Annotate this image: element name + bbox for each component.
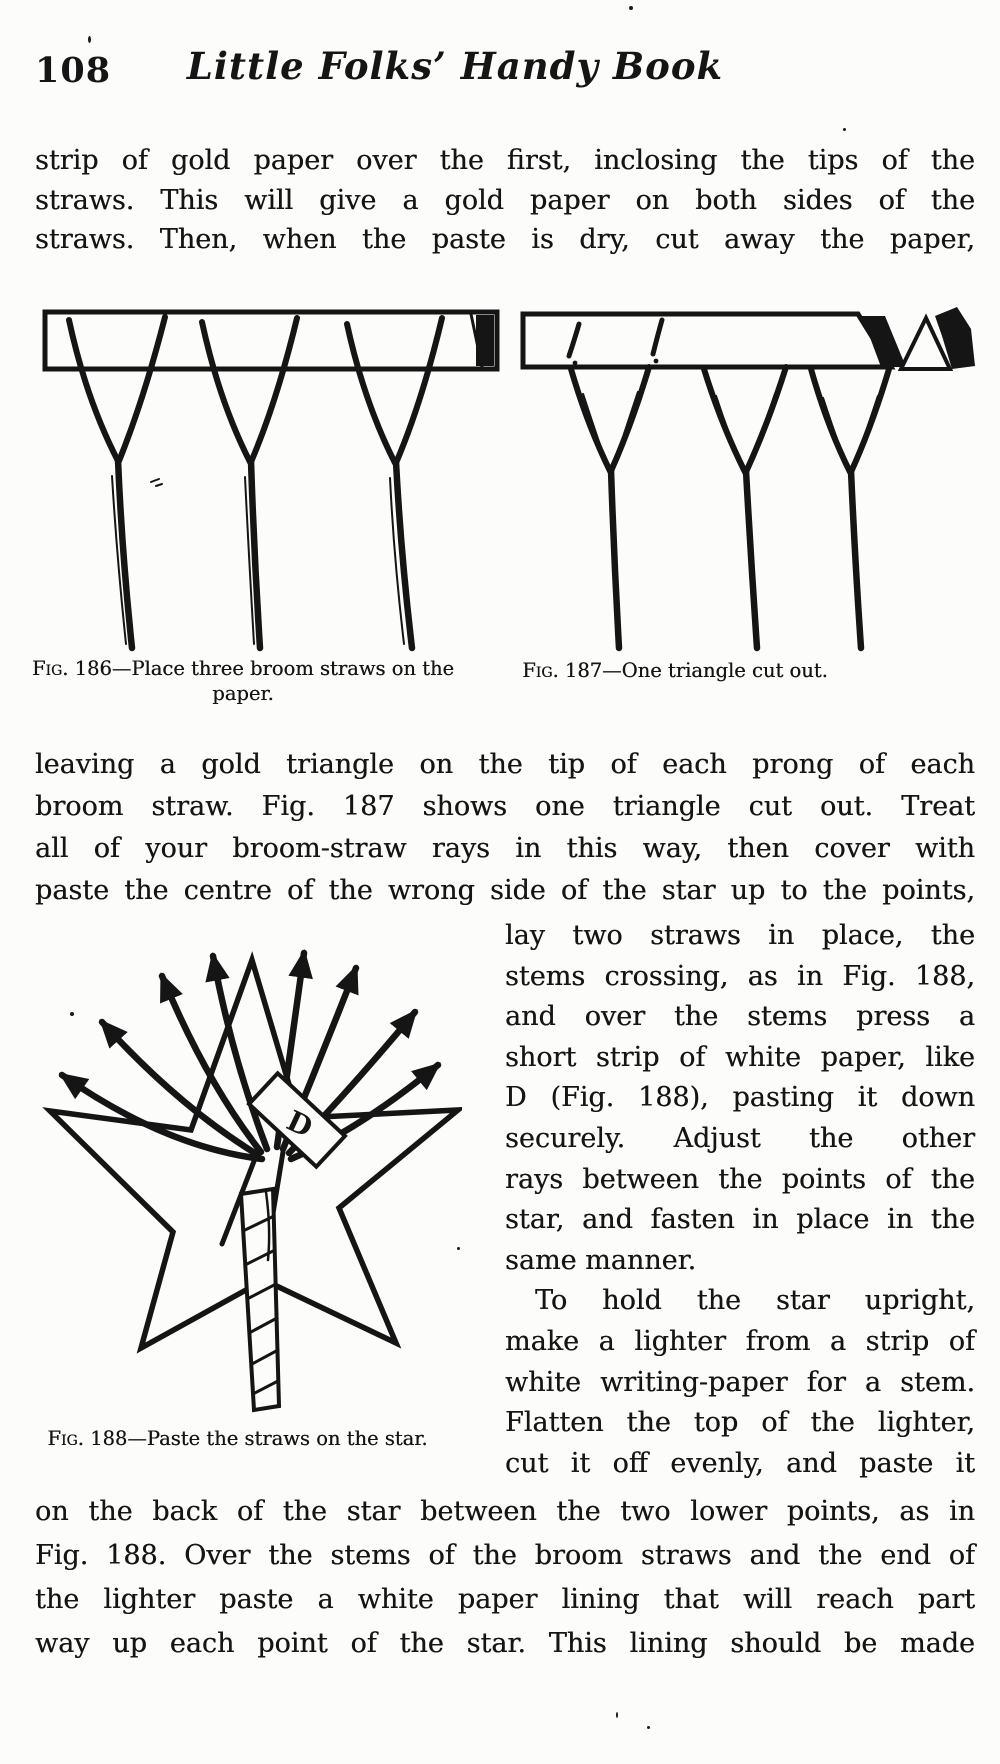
text-line: leaving a gold triangle on the tip of each prong of each <box>35 749 975 780</box>
scan-speck <box>457 1247 460 1250</box>
broom-straw <box>704 367 786 648</box>
lighter-stem <box>241 1189 279 1410</box>
text-line: lay two straws in place, the <box>505 920 975 951</box>
paragraph-top <box>35 141 975 260</box>
scan-speck <box>843 128 846 131</box>
text-line: the lighter paste a white paper lining that will reach part <box>35 1584 975 1615</box>
text-line: cut it off evenly, and paste it <box>505 1447 975 1479</box>
text-line: Flatten the top of the lighter, <box>505 1407 975 1439</box>
text-line: short strip of white paper, like <box>505 1041 975 1073</box>
fig-label: Fig. 187 <box>522 659 603 682</box>
text-line: strip of gold paper over the first, inclosing the tips of the <box>35 145 975 176</box>
text-line: stems crossing, as in Fig. 188, <box>505 960 975 992</box>
text-line: star, and fasten in place in the <box>505 1204 975 1236</box>
paragraph-middle <box>35 744 975 912</box>
broom-straw <box>811 369 889 648</box>
scan-speck <box>616 1712 618 1718</box>
fig188-drawing <box>20 898 462 1418</box>
fig186-caption-line2: paper. <box>212 682 274 705</box>
text-line: rays between the points of the <box>505 1163 975 1195</box>
text-line: white writing-paper for a stem. <box>505 1366 975 1398</box>
page-title: Little Folks’ Handy Book <box>186 44 724 88</box>
fig-label: Fig. 186 <box>31 657 112 680</box>
text-line: way up each point of the star. This lining should be made <box>35 1628 975 1659</box>
text-line: on the back of the star between the two lower points, as in <box>35 1496 975 1527</box>
text-line: make a lighter from a strip of <box>505 1325 975 1357</box>
text-line: Fig. 188. Over the stems of the broom straws and the end of <box>35 1540 975 1571</box>
scan-speck <box>629 6 633 10</box>
column-text <box>505 916 975 1484</box>
fig186-caption: Fig. 186—Place three broom straws on the paper. <box>28 656 458 706</box>
text-line: and over the stems press a <box>505 1001 975 1033</box>
scan-speck <box>647 1726 650 1729</box>
text-line: all of your broom-straw rays in this way, then cover with <box>35 833 975 864</box>
fig187-drawing <box>505 274 975 652</box>
text-line: securely. Adjust the other <box>505 1122 975 1154</box>
paragraph-bottom <box>35 1490 975 1666</box>
broom-straw <box>571 367 649 648</box>
straw-tip-mark <box>653 320 662 354</box>
scan-speck <box>70 1012 74 1016</box>
arrow-straws <box>62 953 438 1159</box>
fig187-caption: Fig. 187—One triangle cut out. <box>522 659 828 682</box>
fig188-caption: Fig. 188—Paste the straws on the star. <box>47 1427 428 1450</box>
page-number: 108 <box>35 50 112 91</box>
fig186-drawing <box>38 274 503 652</box>
fig-label: Fig. 188 <box>47 1427 128 1450</box>
straw-tip-mark <box>569 324 579 356</box>
text-line: straws. This will give a gold paper on both sides of the <box>35 184 975 216</box>
text-line: paste the centre of the wrong side of the star up to the points, <box>35 875 975 906</box>
cut-shading <box>862 316 906 367</box>
text-line: To hold the star upright, <box>535 1285 975 1317</box>
text-line: same manner. <box>505 1244 697 1276</box>
text-line: straws. Then, when the paste is dry, cut away the paper, <box>35 224 975 255</box>
text-line: D (Fig. 188), pasting it down <box>505 1082 975 1114</box>
text-line: broom straw. Fig. 187 shows one triangle cut out. Treat <box>35 791 975 822</box>
paper-strip-d-label: D <box>281 1103 318 1145</box>
scan-speck <box>88 36 91 43</box>
